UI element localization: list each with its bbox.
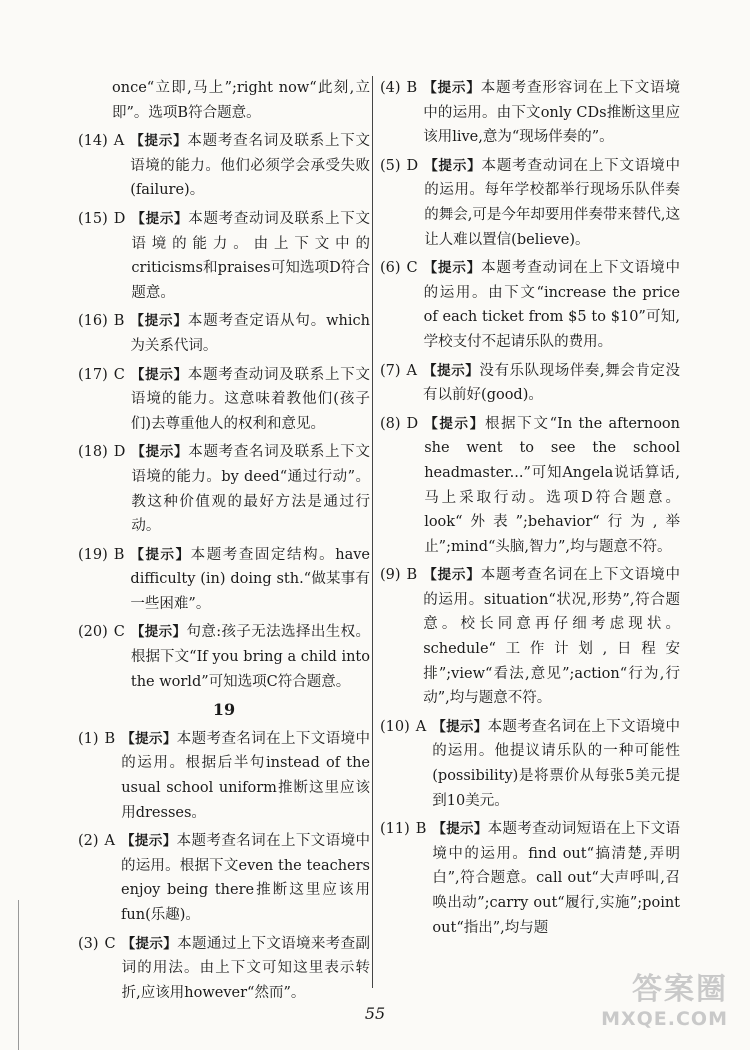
answer-number: (18) D [78, 444, 126, 461]
answer-text: 本题考查名词在上下文语境中的运用。根据下文even the teachers enjoy being there推断这里应该用fun(乐趣)。 [121, 833, 371, 923]
answer-item [78, 363, 370, 437]
answer-text: 本题考查动词在上下文语境中的运用。每年学校都举行现场乐队伴奏的舞会,可是今年却要用伴奏带来替代,这让人难以置信(believe)。 [424, 157, 680, 248]
watermark [601, 964, 728, 1030]
answer-number: (17) C [78, 366, 125, 383]
tip-label: 【提示】 [424, 415, 485, 432]
answer-choice: C [104, 935, 116, 952]
tip-label: 【提示】 [130, 546, 191, 563]
answer-item [380, 154, 680, 252]
tip-label: 【提示】 [432, 718, 488, 735]
answer-choice: B [113, 546, 125, 563]
answer-number: (3) C [78, 935, 116, 952]
answer-text: 没有乐队现场伴奏,舞会肯定没有以前好(good)。 [423, 362, 681, 404]
answer-item [78, 620, 370, 694]
tip-label: 【提示】 [131, 210, 189, 227]
answer-choice: C [406, 260, 418, 277]
answer-number: (10) A [380, 718, 427, 735]
tip-label: 【提示】 [130, 313, 188, 330]
right-column [380, 76, 680, 944]
answer-text: 本题考查名词及联系上下文语境的能力。他们必须学会承受失败(failure)。 [130, 133, 371, 199]
answer-text: 本题考查名词在上下文语境中的运用。根据后半句instead of the usual school uniform推断这里应该用dresses。 [121, 730, 371, 821]
tip-label: 【提示】 [423, 362, 480, 379]
answer-choice: B [104, 730, 116, 747]
answer-item [380, 412, 680, 560]
answer-choice: B [113, 313, 125, 330]
tip-label: 【提示】 [423, 260, 482, 277]
answer-item [78, 727, 370, 825]
answer-item [380, 76, 680, 150]
answer-number: (7) A [380, 362, 418, 379]
answer-number: (20) C [78, 624, 125, 641]
answer-text: 本题考查动词短语在上下文语境中的运用。find out“搞清楚,弄明白”,符合题意。call out“大声呼叫,召唤出动”;carry out“履行,实施”;point out“指出”,均与题 [432, 821, 681, 936]
tip-label: 【提示】 [424, 157, 482, 174]
answer-number: (1) B [78, 730, 116, 747]
answer-number: (6) C [380, 260, 418, 277]
answer-item [78, 543, 370, 617]
answer-item [380, 563, 680, 711]
answer-number: (2) A [78, 833, 116, 850]
answer-text: 本题考查动词及联系上下文语境的能力。这意味着教他们(孩子们)去尊重他人的权利和意见。 [130, 366, 371, 432]
answer-text: 本题考查名词在上下文语境中的运用。situation“状况,形势”,符合题意。校长同意再仔细考虑现状。schedule“工作计划,日程安排”;view“看法,意见”;action“行为,行动”,均与题意不符。 [423, 567, 681, 707]
tip-label: 【提示】 [121, 833, 177, 850]
answer-number: (15) D [78, 210, 126, 227]
answer-choice: D [406, 415, 419, 432]
tip-label: 【提示】 [423, 80, 481, 96]
answer-item [380, 817, 680, 940]
tip-label: 【提示】 [121, 730, 177, 747]
answer-item [78, 440, 370, 538]
answer-text: 本题考查动词及联系上下文语境的能力。由上下文中的criticisms和praises可知选项D符合题意。 [131, 210, 371, 301]
tip-label: 【提示】 [432, 821, 488, 838]
answer-text: 本题考查名词及联系上下文语境的能力。by deed“通过行动”。教这种价值观的最好方法是通过行动。 [131, 444, 371, 535]
tip-label: 【提示】 [423, 567, 481, 584]
margin-rule [18, 900, 19, 1050]
answer-number: (16) B [78, 313, 125, 330]
answer-number: (11) B [380, 821, 427, 838]
tip-label: 【提示】 [131, 444, 189, 461]
answer-choice: C [113, 624, 125, 641]
answer-item [380, 359, 680, 408]
answer-item [78, 207, 370, 305]
tip-label: 【提示】 [130, 133, 188, 150]
answer-text: 根据下文“In the afternoon she went to see the school headmaster...”可知Angela说话算话,马上采取行动。选项D符合题意。look“外表”;behavior“行为,举止”;mind“头脑,智力”,均与题意不符。 [424, 415, 680, 555]
column-divider [372, 76, 373, 988]
answer-choice: A [415, 718, 427, 735]
answer-item [380, 715, 680, 813]
left-column [78, 76, 370, 1009]
answer-text: 本题考查固定结构。have difficulty (in) doing sth.“做某事有一些困难”。 [130, 546, 370, 612]
tip-label: 【提示】 [130, 624, 187, 641]
answer-choice: B [406, 567, 418, 584]
answer-text: 本题考查定语从句。which为关系代词。 [130, 313, 370, 354]
tip-label: 【提示】 [130, 366, 188, 383]
answer-choice: A [104, 833, 116, 850]
answer-number: (5) D [380, 157, 419, 174]
watermark-url: MXQE.COM [601, 1008, 728, 1030]
answer-text: 句意:孩子无法选择出生权。根据下文“If you bring a child into the world”可知选项C符合题意。 [130, 624, 370, 690]
answer-item [78, 932, 370, 1006]
answer-choice: B [415, 821, 427, 838]
answer-item [78, 129, 370, 203]
answer-item [78, 829, 370, 927]
answer-choice: D [406, 157, 419, 174]
answer-number: (8) D [380, 415, 419, 432]
tip-label: 【提示】 [121, 935, 178, 952]
answer-number: (9) B [380, 567, 418, 584]
answer-choice: D [113, 210, 126, 227]
answer-choice: B [406, 80, 418, 96]
answer-choice: D [113, 444, 126, 461]
page-number: 55 [364, 1004, 386, 1023]
section-heading: 19 [212, 700, 236, 720]
answer-choice: A [406, 362, 418, 379]
answer-text: 本题通过上下文语境来考查副词的用法。由上下文可知这里表示转折,应该用however“然而”。 [121, 935, 371, 1001]
answer-text: 本题考查名词在上下文语境中的运用。他提议请乐队的一种可能性(possibility)是将票价从每张5美元提到10美元。 [432, 718, 680, 809]
answer-item [78, 309, 370, 358]
answer-number: (4) B [380, 80, 418, 96]
answer-text: once“立即,马上”;right now“此刻,立即”。选项B符合题意。 [112, 80, 370, 121]
answer-number: (19) B [78, 546, 125, 563]
answer-choice: C [113, 366, 125, 383]
watermark-logo: 答案圈 [632, 972, 728, 1007]
answer-number: (14) A [78, 133, 125, 150]
answer-item [380, 256, 680, 354]
answer-text: 本题考查动词在上下文语境中的运用。由下文“increase the price of each ticket from $5 to $10”可知,学校支付不起请乐队的费用。 [423, 260, 681, 350]
answer-text: 本题考查形容词在上下文语境中的运用。由下文only CDs推断这里应该用live,意为“现场伴奏的”。 [423, 80, 681, 146]
answer-item [78, 76, 370, 125]
answer-choice: A [113, 133, 125, 150]
